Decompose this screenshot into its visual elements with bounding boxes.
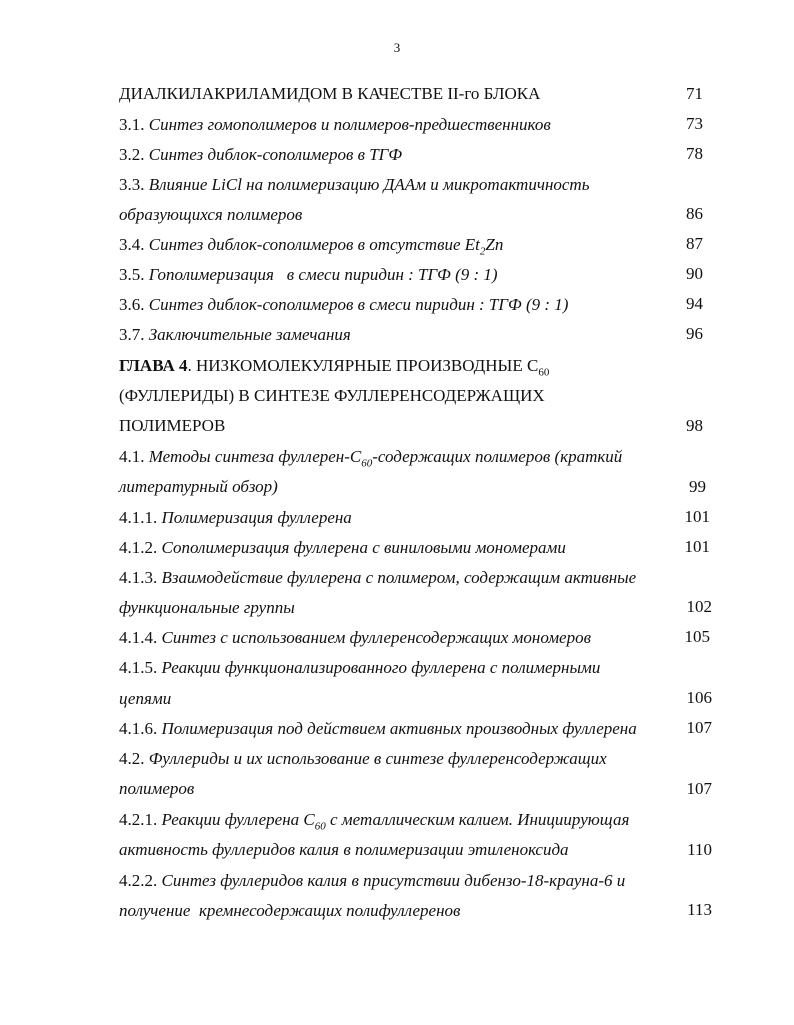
toc-entry: 3.3. Влияние LiCl на полимеризацию ДААм и микротактичность [119, 175, 590, 194]
chapter-heading: ГЛАВА 4. НИЗКОМОЛЕКУЛЯРНЫЕ ПРОИЗВОДНЫЕ $С_{60}$ [119, 356, 550, 379]
toc-entry-page: 99 [689, 477, 706, 496]
toc-entry-page: 105 [684, 627, 710, 646]
toc-entry-cont: цепями [119, 689, 172, 708]
toc-entry-page: 101 [684, 507, 710, 526]
toc-entry-page: 101 [684, 537, 710, 556]
toc-entry-cont: активность фуллеридов калия в полимеризации этиленоксида [119, 840, 569, 859]
toc-entry-page: 107 [686, 779, 712, 798]
toc-entry: 3.5. Гополимеризация в смеси пиридин : ТГФ (9 : 1) [119, 265, 498, 284]
toc-entry-page: 113 [687, 900, 712, 919]
toc-entry: 3.7. Заключительные замечания [119, 325, 351, 344]
toc-entry-page: 106 [686, 688, 712, 707]
toc-entry-cont: функциональные группы [119, 598, 295, 617]
toc-entry: 4.2.1. Реакции фуллерена $С_{60}$ с металлическим калием. Инициирующая [119, 810, 630, 833]
toc-entry: 4.1.2. Сополимеризация фуллерена с виниловыми мономерами [119, 538, 566, 557]
toc-entry: 4.1.5. Реакции функционализированного фуллерена с полимерными [119, 658, 601, 677]
toc-entry-page: 98 [686, 416, 703, 435]
toc-entry: 3.1. Синтез гомополимеров и полимеров-предшественников [119, 115, 551, 134]
toc-entry-cont: получение кремнесодержащих полифуллеренов [119, 901, 461, 920]
toc-entry-page: 94 [686, 294, 703, 313]
toc-entry-page: 86 [686, 204, 703, 223]
chapter-heading-cont: (ФУЛЛЕРИДЫ) В СИНТЕЗЕ ФУЛЛЕРЕНСОДЕРЖАЩИХ [119, 386, 545, 405]
toc-entry-page: 102 [686, 597, 712, 616]
toc-entry-page: 96 [686, 324, 703, 343]
toc-entry-cont: литературный обзор) [119, 477, 278, 496]
toc-entry: 4.1.4. Синтез с использованием фуллеренсодержащих мономеров [119, 628, 591, 647]
toc-entry: 4.1.6. Полимеризация под действием активных производных фуллерена [119, 719, 637, 738]
toc-entry-page: 78 [686, 144, 703, 163]
toc-entry: 4.1.1. Полимеризация фуллерена [119, 508, 352, 527]
toc-entry-page: 71 [686, 84, 703, 103]
toc-entry: 4.2. Фуллериды и их использование в синтезе фуллеренсодержащих [119, 749, 607, 768]
toc-entry: 4.1.3. Взаимодействие фуллерена с полимером, содержащим активные [119, 568, 637, 587]
page-number: 3 [393, 40, 401, 55]
toc-entry: 3.2. Синтез диблок-сополимеров в ТГФ [119, 145, 403, 164]
toc-entry-page: 87 [686, 234, 703, 253]
chapter-heading-cont: ПОЛИМЕРОВ [119, 416, 226, 435]
toc-entry-page: 73 [686, 114, 703, 133]
toc-entry: 3.6. Синтез диблок-сополимеров в смеси пиридин : ТГФ (9 : 1) [119, 295, 569, 314]
toc-entry-title: ДИАЛКИЛАКРИЛАМИДОМ В КАЧЕСТВЕ II-го БЛОКА [119, 84, 541, 103]
toc-entry-cont: полимеров [119, 779, 195, 798]
toc-entry-cont: образующихся полимеров [119, 205, 303, 224]
toc-entry: 4.1. Методы синтеза фуллерен-$С_{60}$-содержащих полимеров (краткий [119, 447, 623, 470]
toc-entry-page: 107 [686, 718, 712, 737]
toc-entry-page: 90 [686, 264, 703, 283]
toc-entry: 4.2.2. Синтез фуллеридов калия в присутствии дибензо-18-крауна-6 и [119, 871, 626, 890]
toc-entry-page: 110 [687, 840, 712, 859]
toc-entry: 3.4. Синтез диблок-сополимеров в отсутствие $Et_2Zn$ [119, 235, 504, 258]
